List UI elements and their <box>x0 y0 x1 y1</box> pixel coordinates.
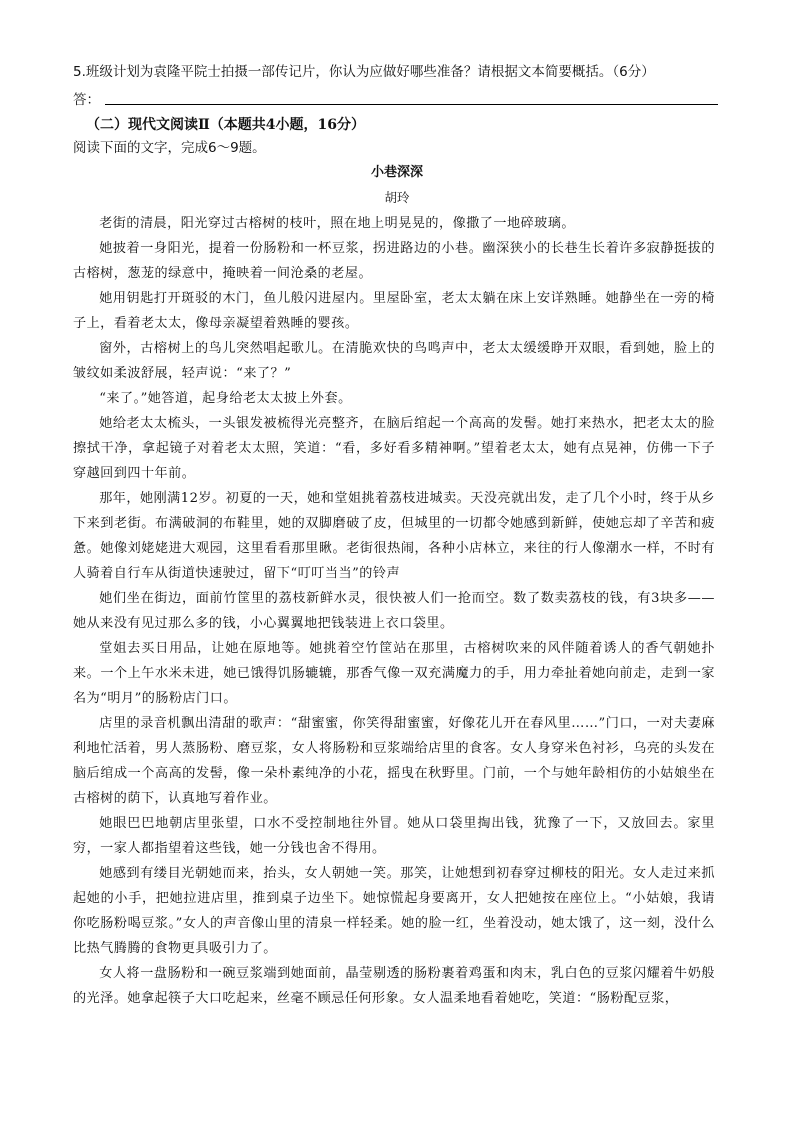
paragraph: 老街的清晨，阳光穿过古榕树的枝叶，照在地上明晃晃的，像撒了一地碎玻璃。 <box>99 216 575 231</box>
article-title: 小巷深深 <box>370 165 423 180</box>
paragraph: 她眼巴巴地朝店里张望，口水不受控制地往外冒。她从口袋里掏出钱，犹豫了一下，又放回去。家里穷，一家人都指望着这些钱，她一分钱也舍不得用。 <box>73 816 715 856</box>
paragraph: 堂姐去买日用品，让她在原地等。她挑着空竹筐站在那里，古榕树吹来的风伴随着诱人的香气朝她扑来。一个上午水米未进，她已饿得饥肠辘辘，那香气像一双充满魔力的手，用力牵扯着她向前走，走到一家名为“明月”的肠粉店门口。 <box>73 641 715 706</box>
answer-line <box>105 104 718 105</box>
question-5: 5.班级计划为袁隆平院士拍摄一部传记片，你认为应做好哪些准备？请根据文本简要概括。（6分） <box>73 64 655 80</box>
paragraph: 她用钥匙打开斑驳的木门，鱼儿般闪进屋内。里屋卧室，老太太躺在床上安详熟睡。她静坐在一旁的椅子上，看着老太太，像母亲凝望着熟睡的婴孩。 <box>73 291 715 331</box>
paragraph: 她披着一身阳光，提着一份肠粉和一杯豆浆，拐进路边的小巷。幽深狭小的长巷生长着许多寂静挺拔的古榕树，葱茏的绿意中，掩映着一间沧桑的老屋。 <box>73 241 715 281</box>
paragraph: 店里的录音机飘出清甜的歌声：“甜蜜蜜，你笑得甜蜜蜜，好像花儿开在春风里……”门口，一对夫妻麻利地忙活着，男人蒸肠粉、磨豆浆，女人将肠粉和豆浆端给店里的食客。女人身穿米色衬衫，乌亮的头发在脑后绾成一个高高的发髻，像一朵朴素纯净的小花，摇曳在秋野里。门前，一个与她年龄相仿的小姑娘坐在古榕树的荫下，认真地写着作业。 <box>73 716 715 806</box>
reading-instruction: 阅读下面的文字，完成6～9题。 <box>73 140 266 156</box>
answer-label: 答： <box>73 92 100 108</box>
section-heading: （二）现代文阅读Ⅱ（本题共4小题，16分） <box>86 117 366 133</box>
answer-area[interactable] <box>73 88 718 108</box>
paragraph: 女人将一盘肠粉和一碗豆浆端到她面前，晶莹剔透的肠粉裹着鸡蛋和肉末，乳白色的豆浆闪耀着牛奶般的光泽。她拿起筷子大口吃起来，丝毫不顾忌任何形象。女人温柔地看着她吃，笑道：“肠粉配豆浆， <box>73 966 715 1006</box>
paragraph: “来了。”她答道，起身给老太太披上外套。 <box>99 391 352 406</box>
paragraph: 她给老太太梳头，一头银发被梳得光亮整齐，在脑后绾起一个高高的发髻。她打来热水，把老太太的脸擦拭干净，拿起镜子对着老太太照，笑道：“看，多好看多精神啊。”望着老太太，她有点晃神，仿佛一下子穿越回到四十年前。 <box>73 416 715 481</box>
paragraph: 她感到有缕目光朝她而来，抬头，女人朝她一笑。那笑，让她想到初春穿过柳枝的阳光。女人走过来抓起她的小手，把她拉进店里，推到桌子边坐下。她惊慌起身要离开，女人把她按在座位上。“小姑娘，我请你吃肠粉喝豆浆。”女人的声音像山里的清泉一样轻柔。她的脸一红，坐着没动，她太饿了，这一刻，没什么比热气腾腾的食物更具吸引力了。 <box>73 866 715 956</box>
article-body <box>73 211 715 1011</box>
article-author: 胡玲 <box>384 190 410 205</box>
paragraph: 她们坐在街边，面前竹筐里的荔枝新鲜水灵，很快被人们一抢而空。数了数卖荔枝的钱，有3块多——她从来没有见过那么多的钱，小心翼翼地把钱装进上衣口袋里。 <box>73 591 715 631</box>
paragraph: 那年，她刚满12岁。初夏的一天，她和堂姐挑着荔枝进城卖。天没亮就出发，走了几个小时，终于从乡下来到老街。布满破洞的布鞋里，她的双脚磨破了皮，但城里的一切都令她感到新鲜，使她忘却了辛苦和疲惫。她像刘姥姥进大观园，这里看看那里瞅。老街很热闹，各种小店林立，来往的行人像潮水一样，不时有人骑着自行车从街道快速驶过，留下“叮叮当当”的铃声 <box>73 491 715 581</box>
paragraph: 窗外，古榕树上的鸟儿突然唱起歌儿。在清脆欢快的鸟鸣声中，老太太缓缓睁开双眼，看到她，脸上的皱纹如柔波舒展，轻声说：“来了？” <box>73 341 715 381</box>
